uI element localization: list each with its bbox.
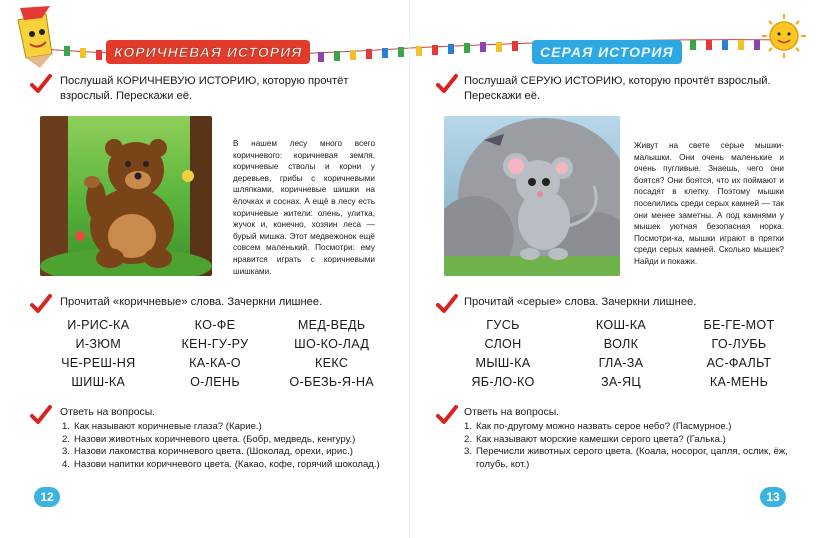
task-listen: Послушай СЕРУЮ ИСТОРИЮ, которую прочтёт взрослый. Перескажи её. <box>464 75 771 102</box>
word: ГО-ЛУБЬ <box>711 337 767 351</box>
task-read-brown-words: Прочитай «коричневые» слова. Зачеркни лишнее. <box>60 296 323 308</box>
word: О-БЕЗЬ-Я-НА <box>289 375 374 389</box>
list-item: 2. Назови животных коричневого цвета. (Бобр, медведь, кенгуру.) <box>62 433 356 445</box>
checkmark-icon <box>30 405 52 425</box>
word: ВОЛК <box>603 337 639 351</box>
word: БЕ-ГЕ-МОТ <box>703 318 775 332</box>
mouse-illustration <box>444 116 620 276</box>
word: КОШ-КА <box>595 318 647 332</box>
bear-illustration <box>40 116 212 276</box>
word: МЕД-ВЕДЬ <box>297 318 366 332</box>
story-grey-text: Живут на свете серые мышки-малышки. Они очень маленькие и очень пугливые. Знаешь, чего они боятся? Они боятся, что их поймают и посадят в клетку. Поэтому мышки поселились среди серых камней — так они менее заметны. А под камнями у мышек уютная безопасная норка. Посмотри-ка, мышки играют в прятки среди серых камней. Сколько мышек? Найди и покажи. <box>634 141 784 266</box>
page-number: 12 <box>34 487 60 507</box>
word: И-РИС-КА <box>67 318 130 332</box>
word: ШО-КО-ЛАД <box>294 337 370 351</box>
brown-words-grid <box>40 317 390 390</box>
word: ЗА-ЯЦ <box>600 375 642 389</box>
task-listen: Послушай КОРИЧНЕВУЮ ИСТОРИЮ, которую прочтёт взрослый. Перескажи её. <box>60 75 349 102</box>
word: МЫШ-КА <box>475 356 531 370</box>
checkmark-icon <box>436 294 458 314</box>
list-item: 3. Перечисли животных серого цвета. (Коала, носорог, цапля, ослик, ёж, голубь, кот.) <box>464 446 788 470</box>
task-read-grey-words: Прочитай «серые» слова. Зачеркни лишнее. <box>464 296 697 308</box>
bear-icon <box>40 116 212 276</box>
task-answer-questions: Ответь на вопросы. <box>60 407 156 418</box>
page-number: 13 <box>760 487 786 507</box>
word: ЧЕ-РЕШ-НЯ <box>61 356 136 370</box>
banner-brown-story: КОРИЧНЕВАЯ ИСТОРИЯ <box>106 40 310 64</box>
word: КА-КА-О <box>189 356 241 370</box>
mouse-icon <box>444 116 620 276</box>
word: КЕН-ГУ-РУ <box>181 337 249 351</box>
word: КА-МЕНЬ <box>709 375 769 389</box>
word: СЛОН <box>484 337 522 351</box>
word: И-ЗЮМ <box>75 337 122 351</box>
word: ЯБ-ЛО-КО <box>471 375 535 389</box>
grey-words-grid <box>444 317 798 390</box>
word: КЕКС <box>315 356 349 370</box>
checkmark-icon <box>436 405 458 425</box>
brown-questions-list <box>62 421 388 471</box>
word: ГЛА-ЗА <box>598 356 644 370</box>
checkmark-icon <box>30 74 52 94</box>
word: О-ЛЕНЬ <box>190 375 240 389</box>
page-right <box>410 0 820 538</box>
checkmark-icon <box>30 294 52 314</box>
list-item: 3. Назови лакомства коричневого цвета. (Шоколад, орехи, ирис.) <box>62 446 353 458</box>
list-item: 1. Как называют коричневые глаза? (Карие.) <box>62 421 262 432</box>
word: ГУСЬ <box>486 318 520 332</box>
task-answer-questions: Ответь на вопросы. <box>464 407 560 418</box>
word: ШИШ-КА <box>71 375 126 389</box>
word: АС-ФАЛЬТ <box>706 356 772 370</box>
grey-questions-list <box>464 421 794 471</box>
banner-grey-story: СЕРАЯ ИСТОРИЯ <box>532 40 682 64</box>
list-item: 4. Назови напитки коричневого цвета. (Какао, кофе, горячий шоколад.) <box>62 458 380 470</box>
list-item: 1. Как по-другому можно назвать серое небо? (Пасмурное.) <box>464 421 732 432</box>
word: КО-ФЕ <box>194 318 236 332</box>
story-brown-text: В нашем лесу много всего коричневого: коричневая земля, коричневые стволы и корни у деревьев, грибы с коричневыми шляпками, коричневые шишки на ёлочках и соснах. А ещё в лесу есть коричневые жители: олень, улитка, жучок и, конечно, хозяин леса — бурый мишка. Этот медвежонок ещё совсем маленький. Посмотри: ему нравится играть с коричневыми шишками. <box>233 139 375 276</box>
checkmark-icon <box>436 74 458 94</box>
list-item: 2. Как называют морские камешки серого цвета? (Галька.) <box>464 433 726 445</box>
